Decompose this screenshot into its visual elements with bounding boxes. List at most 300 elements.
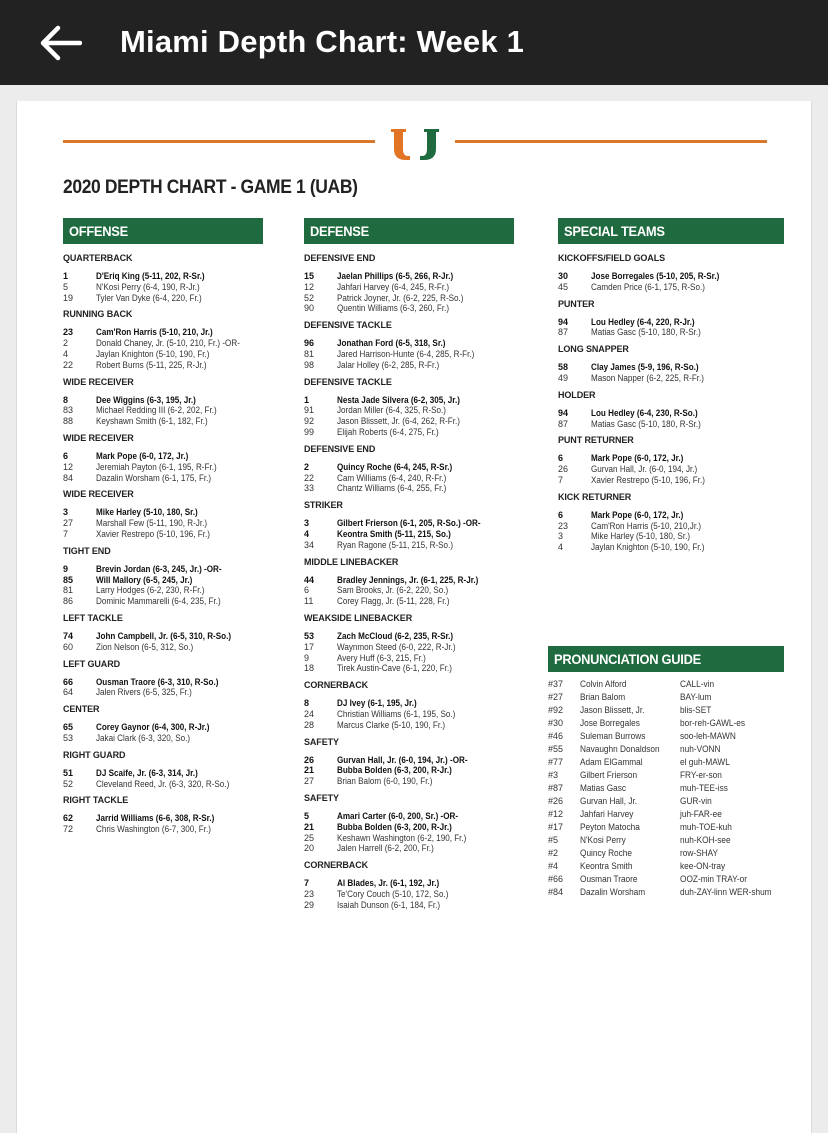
player-row (63, 642, 263, 653)
player-row (63, 722, 263, 733)
player-name: Mark Pope (6-0, 172, Jr.) (591, 509, 684, 520)
jersey-number: 72 (63, 824, 74, 835)
pronunciation-row (548, 886, 784, 899)
player-row (304, 518, 514, 529)
jersey-number: 52 (304, 292, 315, 303)
jersey-number: #77 (548, 757, 564, 767)
pronunciation: bor-reh-GAWL-es (680, 718, 746, 728)
player-name: Jeremiah Payton (6-1, 195, R-Fr.) (96, 461, 217, 472)
jersey-number: 60 (63, 641, 74, 652)
player-name: Larry Hodges (6-2, 230, R-Fr.) (96, 585, 205, 596)
pronunciation: juh-FAR-ee (680, 809, 722, 819)
position-group (63, 252, 263, 303)
player-name: Ousman Traore (580, 874, 638, 884)
player-row (304, 755, 514, 766)
position-group (304, 443, 514, 494)
player-name: Jahfari Harvey (6-4, 245, R-Fr.) (337, 281, 450, 292)
position-group (558, 491, 784, 553)
position-group (304, 499, 514, 550)
player-row (63, 596, 263, 607)
player-row (304, 878, 514, 889)
jersey-number: 65 (63, 722, 74, 733)
position-title: LONG SNAPPER (558, 344, 629, 355)
section-header (63, 218, 263, 244)
player-row (304, 720, 514, 731)
player-row (304, 843, 514, 854)
position-group (63, 376, 263, 427)
jersey-number: #84 (548, 887, 564, 897)
position-title: KICKOFFS/FIELD GOALS (558, 253, 665, 263)
player-name: Jason Blissett, Jr. (6-4, 262, R-Fr.) (337, 416, 460, 427)
jersey-number: 9 (304, 652, 310, 663)
position-title: CORNERBACK (304, 860, 368, 871)
player-row (558, 373, 784, 384)
jersey-number: 99 (304, 426, 315, 437)
jersey-number: 7 (63, 528, 69, 539)
player-row (304, 709, 514, 720)
pronunciation-row (548, 821, 784, 834)
pronunciation-row (548, 717, 784, 730)
player-row (304, 338, 514, 349)
jersey-number: 27 (63, 518, 74, 529)
player-name: Matias Gasc (5-10, 180, R-Sr.) (591, 327, 701, 338)
position-title: HOLDER (558, 389, 596, 400)
jersey-number: 1 (63, 271, 69, 281)
player-name: Keshawn Washington (6-2, 190, Fr.) (337, 832, 467, 843)
player-row (304, 833, 514, 844)
player-name: Clay James (5-9, 196, R-So.) (591, 362, 699, 373)
pronunciation-row (548, 834, 784, 847)
player-name: Jaylan Knighton (5-10, 190, Fr.) (96, 348, 210, 359)
player-name: Dominic Mammarelli (6-4, 235, Fr.) (96, 596, 221, 607)
jersey-number: #4 (548, 861, 559, 871)
jersey-number: 81 (304, 348, 315, 359)
player-name: Camden Price (6-1, 175, R-So.) (591, 281, 705, 292)
app-header (0, 0, 828, 85)
position-group (304, 376, 514, 438)
column-defense (304, 218, 514, 915)
pronunciation: el guh-MAWL (680, 757, 730, 767)
player-name: Jason Blissett, Jr. (580, 705, 645, 715)
position-title: WIDE RECEIVER (63, 489, 134, 500)
player-name: Jarrid Williams (6-6, 308, R-Sr.) (96, 813, 215, 824)
position-group (63, 658, 263, 699)
player-row (558, 531, 784, 542)
player-row (63, 768, 263, 779)
jersey-number: 52 (63, 778, 74, 789)
player-row (304, 462, 514, 473)
document-title: 2020 DEPTH CHART - GAME 1 (UAB) (63, 177, 358, 198)
pronunciation-row (548, 678, 784, 691)
jersey-number: 19 (63, 292, 74, 303)
player-row (304, 529, 514, 540)
player-name: Matias Gasc (580, 783, 627, 793)
position-title: WIDE RECEIVER (63, 432, 134, 443)
player-row (304, 427, 514, 438)
pronunciation: nuh-KOH-see (680, 835, 731, 845)
position-group (304, 252, 514, 314)
player-row (304, 889, 514, 900)
player-name: Marshall Few (5-11, 190, R-Jr.) (96, 518, 208, 529)
jersey-number: 25 (304, 832, 315, 843)
player-name: Quincy Roche (6-4, 245, R-Sr.) (337, 461, 453, 472)
jersey-number: 92 (304, 416, 315, 427)
player-row (558, 475, 784, 486)
pronunciation-list (548, 678, 784, 899)
jersey-number: 12 (63, 461, 74, 472)
position-group (63, 749, 263, 790)
player-name: Gurvan Hall, Jr. (6-0, 194, Jr.) -OR- (337, 754, 468, 765)
jersey-number: 53 (304, 630, 315, 641)
player-name: DJ Scaife, Jr. (6-3, 314, Jr.) (96, 767, 198, 778)
back-button[interactable] (30, 20, 90, 66)
jersey-number: #3 (548, 770, 559, 780)
player-name: Bubba Bolden (6-3, 200, R-Jr.) (337, 765, 452, 776)
player-name: Robert Burns (5-11, 225, R-Jr.) (96, 359, 207, 370)
jersey-number: 23 (63, 327, 74, 338)
jersey-number: 51 (63, 767, 74, 778)
player-name: Mike Harley (5-10, 180, Sr.) (591, 531, 691, 542)
orange-divider-left (63, 140, 375, 143)
jersey-number: 58 (558, 362, 569, 373)
player-name: Brian Balom (6-0, 190, Fr.) (337, 776, 433, 787)
player-name: Bubba Bolden (6-3, 200, R-Jr.) (337, 821, 452, 832)
pronunciation-row (548, 873, 784, 886)
player-row (63, 733, 263, 744)
player-name: Jose Borregales (5-10, 205, R-Sr.) (591, 271, 720, 281)
player-row (63, 564, 263, 575)
player-name: Brian Balom (580, 692, 626, 702)
player-row (304, 642, 514, 653)
player-name: Dee Wiggins (6-3, 195, Jr.) (96, 394, 196, 405)
player-row (304, 540, 514, 551)
pronunciation-row (548, 847, 784, 860)
pronunciation-row (548, 756, 784, 769)
jersey-number: 12 (304, 281, 315, 292)
position-title: RIGHT GUARD (63, 749, 126, 760)
player-row (63, 507, 263, 518)
player-name: Patrick Joyner, Jr. (6-2, 225, R-So.) (337, 292, 464, 303)
jersey-number: 4 (304, 528, 310, 539)
player-row (63, 529, 263, 540)
jersey-number: #46 (548, 731, 564, 741)
page-title: Miami Depth Chart: Week 1 (120, 24, 525, 59)
pronunciation: BAY-lum (680, 692, 712, 702)
player-name: Tirek Austin-Cave (6-1, 220, Fr.) (337, 663, 452, 674)
pronunciation: OOZ-min TRAY-or (680, 874, 748, 884)
player-name: Sam Brooks, Jr. (6-2, 220, So.) (337, 585, 449, 596)
player-row (558, 521, 784, 532)
jersey-number: 85 (63, 574, 74, 585)
position-group (63, 308, 263, 370)
jersey-number: 94 (558, 407, 569, 418)
pronunciation: CALL-vin (680, 679, 715, 689)
jersey-number: 96 (304, 338, 315, 349)
player-row (63, 779, 263, 790)
player-row (304, 293, 514, 304)
player-row (558, 510, 784, 521)
player-name: Waynmon Steed (6-0, 222, R-Jr.) (337, 641, 456, 652)
player-name: Cam Williams (6-4, 240, R-Fr.) (337, 472, 447, 483)
jersey-number: 49 (558, 372, 569, 383)
jersey-number: 33 (304, 483, 315, 494)
player-row (558, 282, 784, 293)
player-row (558, 453, 784, 464)
player-name: Quentin Williams (6-3, 260, Fr.) (337, 303, 450, 314)
player-row (558, 419, 784, 430)
player-row (63, 338, 263, 349)
position-title: DEFENSIVE END (304, 253, 376, 263)
player-row (63, 518, 263, 529)
player-name: Gilbert Frierson (580, 770, 638, 780)
position-group (558, 343, 784, 384)
position-group (558, 298, 784, 339)
player-row (63, 824, 263, 835)
jersey-number: 11 (304, 596, 314, 607)
section-header-label: DEFENSE (310, 223, 369, 239)
jersey-number: 74 (63, 630, 74, 641)
player-name: N'Kosi Perry (580, 835, 626, 845)
position-title: SAFETY (304, 736, 339, 747)
column-special-teams (558, 218, 784, 558)
jersey-number: 26 (558, 464, 569, 475)
player-name: Chantz Williams (6-4, 255, Fr.) (337, 483, 447, 494)
player-name: Jaelan Phillips (6-5, 266, R-Jr.) (337, 271, 454, 281)
player-name: Suleman Burrows (580, 731, 646, 741)
jersey-number: 86 (63, 596, 74, 607)
player-name: Will Mallory (6-5, 245, Jr.) (96, 574, 193, 585)
player-row (304, 653, 514, 664)
jersey-number: 15 (304, 271, 315, 281)
jersey-number: 30 (558, 271, 569, 281)
pronunciation: soo-leh-MAWN (680, 731, 736, 741)
position-group (558, 434, 784, 485)
position-title: DEFENSIVE TACKLE (304, 320, 392, 331)
player-name: Isaiah Dunson (6-1, 184, Fr.) (337, 899, 441, 910)
player-row (304, 765, 514, 776)
position-title: RUNNING BACK (63, 309, 133, 320)
player-name: Xavier Restrepo (5-10, 196, Fr.) (591, 474, 705, 485)
player-name: Gilbert Frierson (6-1, 205, R-So.) -OR- (337, 518, 481, 529)
player-row (304, 776, 514, 787)
player-row (63, 451, 263, 462)
pronunciation-row (548, 808, 784, 821)
section-header-label: OFFENSE (69, 223, 128, 239)
player-name: Dazalin Worsham (6-1, 175, Fr.) (96, 472, 212, 483)
player-row (63, 687, 263, 698)
pronunciation: kee-ON-tray (680, 861, 726, 871)
position-group (304, 859, 514, 910)
player-name: Christian Williams (6-1, 195, So.) (337, 708, 456, 719)
column-offense (63, 218, 263, 840)
jersey-number: 22 (63, 359, 74, 370)
player-name: Dazalin Worsham (580, 887, 646, 897)
player-name: DJ Ivey (6-1, 195, Jr.) (337, 698, 417, 709)
pronunciation: duh-ZAY-linn WER-shum (680, 887, 772, 897)
player-row (63, 271, 263, 282)
position-title: RIGHT TACKLE (63, 795, 129, 806)
position-title: KICK RETURNER (558, 491, 632, 502)
player-name: Cam'Ron Harris (5-10, 210,Jr.) (591, 520, 702, 531)
player-row (558, 542, 784, 553)
jersey-number: 45 (558, 281, 569, 292)
jersey-number: 83 (63, 405, 74, 416)
player-name: Mark Pope (6-0, 172, Jr.) (591, 453, 684, 464)
jersey-number: 9 (63, 563, 69, 574)
player-name: Keontra Smith (5-11, 215, So.) (337, 528, 451, 539)
position-title: LEFT TACKLE (63, 612, 123, 623)
pronunciation: blis-SET (680, 705, 712, 715)
player-name: Ryan Ragone (5-11, 215, R-So.) (337, 539, 454, 550)
player-name: Peyton Matocha (580, 822, 640, 832)
player-name: Colvin Alford (580, 679, 627, 689)
player-name: Ousman Traore (6-3, 310, R-So.) (96, 676, 219, 687)
section-header (558, 218, 784, 244)
position-group (63, 612, 263, 653)
player-row (304, 395, 514, 406)
university-u-logo (389, 127, 441, 161)
position-group (63, 794, 263, 835)
player-row (304, 663, 514, 674)
position-group (304, 792, 514, 854)
player-name: Michael Redding III (6-2, 202, Fr.) (96, 405, 217, 416)
player-name: Mason Napper (6-2, 225, R-Fr.) (591, 372, 705, 383)
jersey-number: 34 (304, 539, 315, 550)
player-name: Jared Harrison-Hunte (6-4, 285, R-Fr.) (337, 348, 475, 359)
jersey-number: 81 (63, 585, 74, 596)
player-name: Jordan Miller (6-4, 325, R-So.) (337, 405, 446, 416)
player-name: Xavier Restrepo (5-10, 196, Fr.) (96, 528, 210, 539)
player-name: Zach McCloud (6-2, 235, R-Sr.) (337, 630, 454, 641)
player-name: Brevin Jordan (6-3, 245, Jr.) -OR- (96, 563, 222, 574)
position-title: PUNT RETURNER (558, 435, 634, 446)
jersey-number: 87 (558, 327, 569, 338)
jersey-number: 2 (63, 338, 69, 349)
player-row (63, 473, 263, 484)
player-row (304, 631, 514, 642)
position-group (304, 736, 514, 787)
player-name: Jonathan Ford (6-5, 318, Sr.) (337, 338, 446, 349)
player-name: Matias Gasc (5-10, 180, R-Sr.) (591, 418, 701, 429)
jersey-number: 21 (304, 765, 315, 776)
jersey-number: 26 (304, 754, 315, 765)
pronunciation-guide (548, 646, 784, 899)
player-row (304, 416, 514, 427)
player-name: Jalen Rivers (6-5, 325, Fr.) (96, 687, 192, 698)
jersey-number: 7 (558, 474, 564, 485)
player-name: Gurvan Hall, Jr. (580, 796, 638, 806)
player-row (304, 483, 514, 494)
player-name: Keontra Smith (580, 861, 633, 871)
position-group (304, 556, 514, 607)
player-row (63, 585, 263, 596)
jersey-number: 4 (63, 348, 69, 359)
position-title: DEFENSIVE END (304, 443, 376, 454)
position-group (63, 703, 263, 744)
position-group (304, 319, 514, 370)
pronunciation: nuh-VONN (680, 744, 721, 754)
player-name: Gurvan Hall, Jr. (6-0, 194, Jr.) (591, 464, 698, 475)
pronunciation: muh-TEE-iss (680, 783, 728, 793)
jersey-number: #92 (548, 705, 564, 715)
player-name: Amari Carter (6-0, 200, Sr.) -OR- (337, 810, 459, 821)
pronunciation: muh-TOE-kuh (680, 822, 732, 832)
pronunciation-row (548, 730, 784, 743)
player-row (558, 271, 784, 282)
jersey-number: #66 (548, 874, 564, 884)
position-title: WIDE RECEIVER (63, 376, 134, 387)
arrow-left-icon (38, 25, 82, 61)
position-group (558, 252, 784, 293)
pronunciation: GUR-vin (680, 796, 712, 806)
player-row (304, 271, 514, 282)
jersey-number: 62 (63, 813, 74, 824)
jersey-number: 66 (63, 676, 74, 687)
jersey-number: #12 (548, 809, 564, 819)
position-group (304, 612, 514, 674)
jersey-number: 8 (304, 698, 310, 709)
player-name: Jakai Clark (6-3, 320, So.) (96, 732, 191, 743)
section-header-label: PRONUNCIATION GUIDE (554, 651, 701, 667)
jersey-number: 94 (558, 316, 569, 327)
jersey-number: 6 (63, 450, 69, 461)
jersey-number: 6 (558, 509, 564, 520)
jersey-number: 4 (558, 542, 564, 553)
player-row (63, 677, 263, 688)
section-header (304, 218, 514, 244)
jersey-number: 3 (558, 531, 564, 542)
position-title: PUNTER (558, 298, 595, 309)
player-name: D'Eriq King (5-11, 202, R-Sr.) (96, 271, 205, 281)
jersey-number: #37 (548, 679, 564, 689)
player-name: Bradley Jennings, Jr. (6-1, 225, R-Jr.) (337, 574, 479, 585)
player-name: Avery Huff (6-3, 215, Fr.) (337, 652, 426, 663)
player-row (558, 317, 784, 328)
player-name: Al Blades, Jr. (6-1, 192, Jr.) (337, 878, 440, 889)
player-name: Adam ElGammal (580, 757, 643, 767)
player-name: Jalar Holley (6-2, 285, R-Fr.) (337, 359, 440, 370)
jersey-number: 1 (304, 394, 310, 405)
jersey-number: 53 (63, 732, 74, 743)
player-row (304, 900, 514, 911)
position-title: WEAKSIDE LINEBACKER (304, 612, 413, 623)
jersey-number: 3 (63, 507, 69, 518)
jersey-number: 5 (63, 281, 69, 292)
player-row (304, 282, 514, 293)
position-title: STRIKER (304, 500, 343, 511)
jersey-number: #55 (548, 744, 564, 754)
jersey-number: 6 (304, 585, 310, 596)
jersey-number: 22 (304, 472, 315, 483)
player-name: Corey Flagg, Jr. (5-11, 228, Fr.) (337, 596, 450, 607)
player-name: Corey Gaynor (6-4, 300, R-Jr.) (96, 722, 210, 733)
position-title: DEFENSIVE TACKLE (304, 376, 392, 387)
player-name: Marcus Clarke (5-10, 190, Fr.) (337, 719, 446, 730)
jersey-number: 5 (304, 810, 310, 821)
jersey-number: 87 (558, 418, 569, 429)
player-row (63, 631, 263, 642)
jersey-number: 24 (304, 708, 315, 719)
jersey-number: #26 (548, 796, 564, 806)
position-title: MIDDLE LINEBACKER (304, 556, 399, 567)
player-name: Navaughn Donaldson (580, 744, 660, 754)
pronunciation: FRY-er-son (680, 770, 722, 780)
player-name: Lou Hedley (6-4, 230, R-So.) (591, 407, 698, 418)
player-row (558, 408, 784, 419)
jersey-number: 6 (558, 453, 564, 464)
jersey-number: 84 (63, 472, 74, 483)
player-row (304, 405, 514, 416)
